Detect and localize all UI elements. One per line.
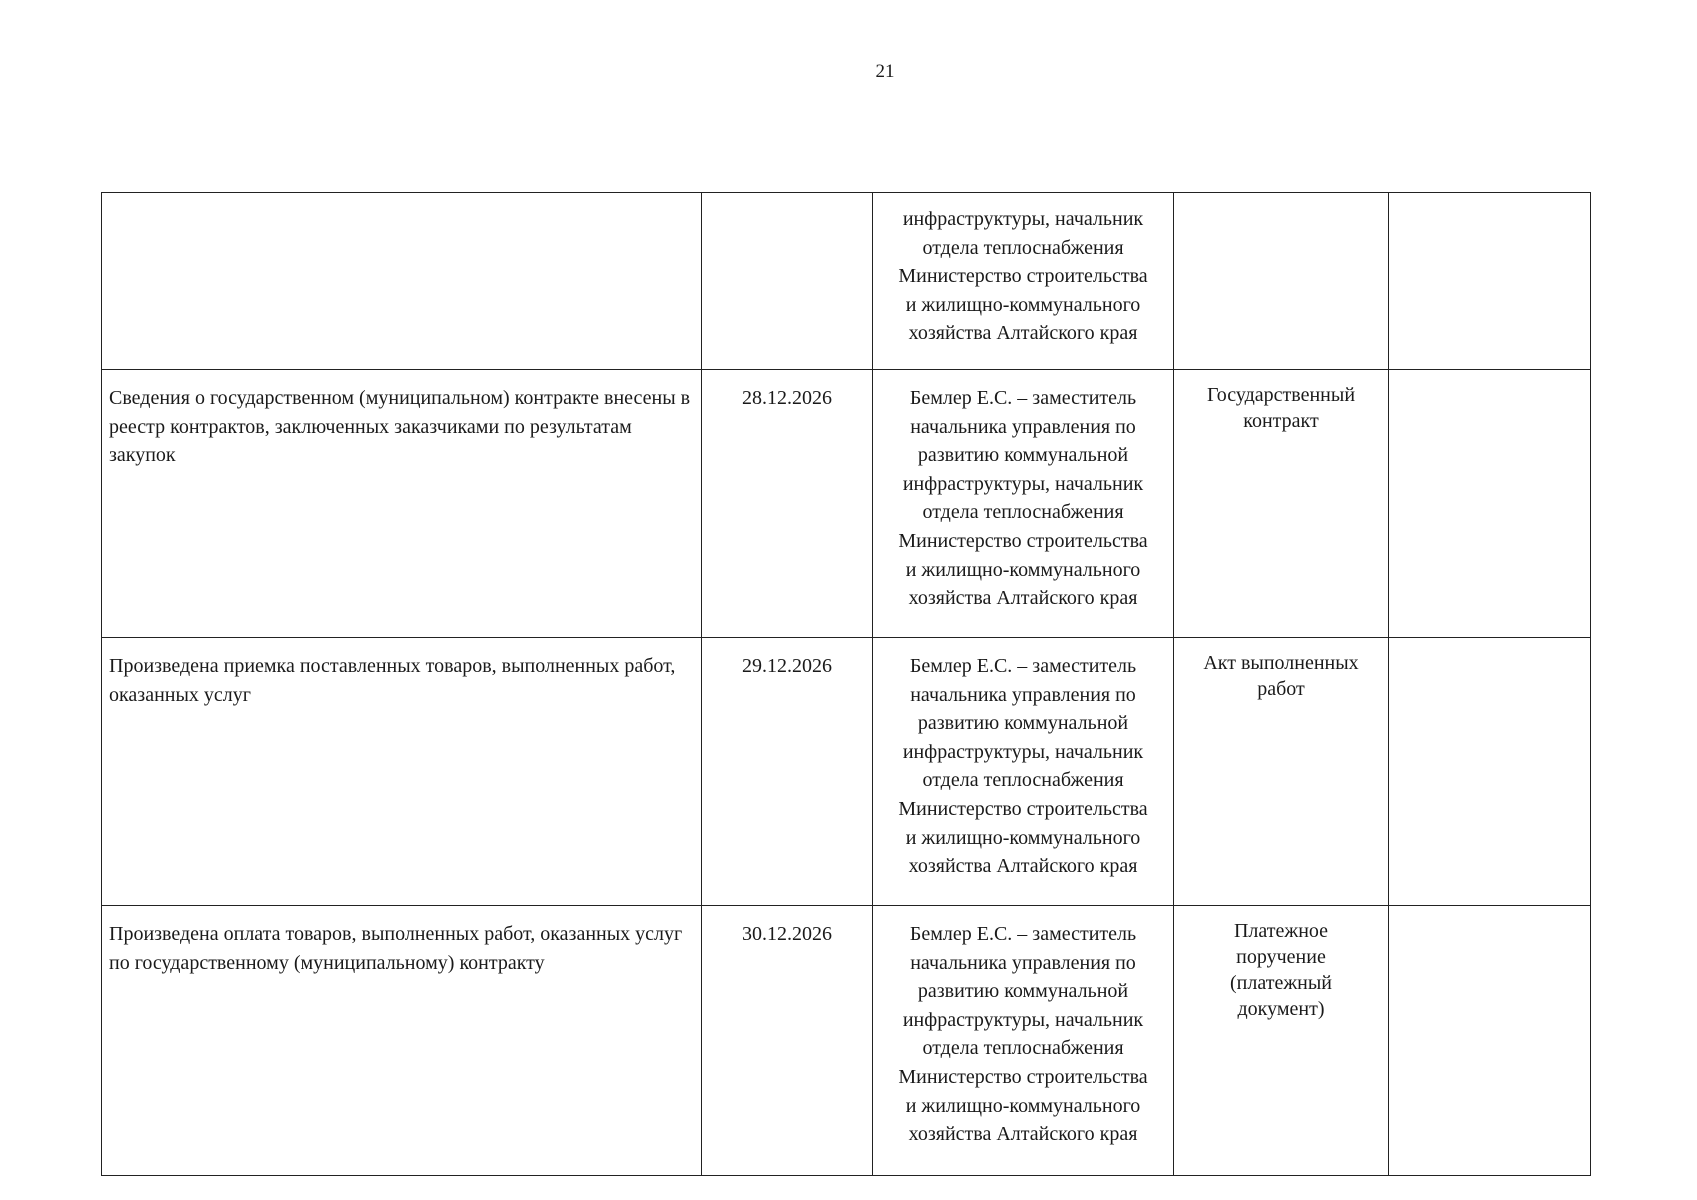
note-cell bbox=[1389, 370, 1591, 638]
responsible-line: хозяйства Алтайского края bbox=[908, 855, 1138, 878]
responsible-line: и жилищно-коммунального bbox=[905, 1094, 1141, 1117]
table-row bbox=[102, 906, 1591, 1176]
responsible-line: хозяйства Алтайского края bbox=[908, 587, 1138, 610]
responsible-cell bbox=[873, 638, 1174, 906]
responsible-line: развитию коммунальной bbox=[917, 980, 1129, 1003]
responsible-line: Министерство строительства bbox=[898, 265, 1148, 288]
document-line: контракт bbox=[1243, 410, 1319, 432]
event-cell bbox=[102, 193, 702, 370]
note-cell bbox=[1389, 906, 1591, 1176]
responsible-line: инфраструктуры, начальник bbox=[902, 740, 1144, 763]
event-cell: Произведена оплата товаров, выполненных работ, оказанных услуг по государственному (муниципальному) контракту bbox=[102, 906, 702, 1176]
document-cell bbox=[1174, 906, 1389, 1176]
responsible-line: Министерство строительства bbox=[898, 529, 1148, 552]
note-cell bbox=[1389, 193, 1591, 370]
responsible-line: инфраструктуры, начальник bbox=[902, 472, 1144, 495]
table-row bbox=[102, 638, 1591, 906]
document-line: Платежное bbox=[1233, 920, 1329, 942]
responsible-cell bbox=[873, 906, 1174, 1176]
responsible-line: Бемлер Е.С. – заместитель bbox=[909, 387, 1137, 409]
responsible-cell bbox=[873, 370, 1174, 638]
responsible-line: Бемлер Е.С. – заместитель bbox=[909, 655, 1137, 677]
responsible-line: отдела теплоснабжения bbox=[922, 236, 1124, 259]
responsible-line: и жилищно-коммунального bbox=[905, 558, 1141, 581]
responsible-line: развитию коммунальной bbox=[917, 444, 1129, 467]
document-cell bbox=[1174, 638, 1389, 906]
document-line: работ bbox=[1257, 678, 1305, 700]
date-cell bbox=[702, 193, 873, 370]
table-row-continuation bbox=[102, 193, 1591, 370]
responsible-line: отдела теплоснабжения bbox=[922, 1037, 1124, 1060]
document-line: (платежный bbox=[1230, 972, 1332, 994]
responsible-line: Министерство строительства bbox=[898, 797, 1148, 820]
responsible-line: начальника управления по bbox=[910, 683, 1136, 706]
document-cell bbox=[1174, 193, 1389, 370]
responsible-line: инфраструктуры, начальник bbox=[902, 1008, 1144, 1031]
responsible-line: инфраструктуры, начальник bbox=[902, 208, 1144, 230]
event-cell: Сведения о государственном (муниципальном) контракте внесены в реестр контрактов, заключенных заказчиками по результатам закупок bbox=[102, 370, 702, 638]
note-cell bbox=[1389, 638, 1591, 906]
document-line: поручение bbox=[1236, 946, 1326, 968]
responsible-line: начальника управления по bbox=[910, 951, 1136, 974]
date-cell: 30.12.2026 bbox=[702, 906, 873, 1176]
plan-table bbox=[101, 192, 1591, 1176]
responsible-line: и жилищно-коммунального bbox=[905, 293, 1141, 316]
responsible-line: развитию коммунальной bbox=[917, 712, 1129, 735]
document-line: документ) bbox=[1237, 998, 1325, 1020]
responsible-line: отдела теплоснабжения bbox=[922, 769, 1124, 792]
date-cell: 29.12.2026 bbox=[702, 638, 873, 906]
date-cell: 28.12.2026 bbox=[702, 370, 873, 638]
responsible-line: Министерство строительства bbox=[898, 1065, 1148, 1088]
responsible-line: хозяйства Алтайского края bbox=[908, 322, 1138, 345]
page-number: 21 bbox=[875, 61, 895, 82]
document-cell bbox=[1174, 370, 1389, 638]
responsible-line: и жилищно-коммунального bbox=[905, 826, 1141, 849]
document-line: Государственный bbox=[1206, 384, 1356, 406]
responsible-line: отдела теплоснабжения bbox=[922, 501, 1124, 524]
responsible-line: Бемлер Е.С. – заместитель bbox=[909, 923, 1137, 945]
document-line: Акт выполненных bbox=[1203, 652, 1359, 674]
responsible-cell bbox=[873, 193, 1174, 370]
event-cell: Произведена приемка поставленных товаров, выполненных работ, оказанных услуг bbox=[102, 638, 702, 906]
responsible-line: начальника управления по bbox=[910, 415, 1136, 438]
table-row bbox=[102, 370, 1591, 638]
responsible-line: хозяйства Алтайского края bbox=[908, 1123, 1138, 1146]
